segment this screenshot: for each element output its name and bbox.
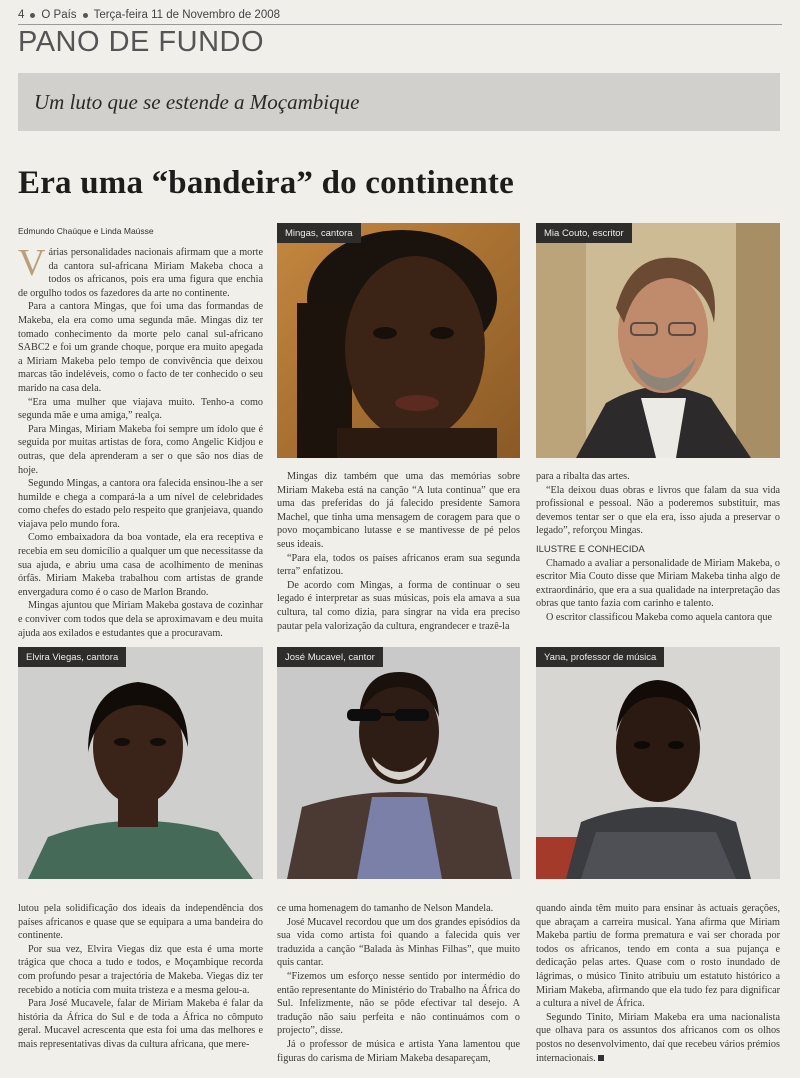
drop-cap: V xyxy=(18,242,46,284)
masthead xyxy=(18,6,782,24)
subheading: ILUSTRE E CONHECIDA xyxy=(536,543,645,555)
article-column-5 xyxy=(277,902,520,1065)
byline: Edmundo Chaúque e Linda Maússe xyxy=(18,226,154,236)
paragraph: O escritor classificou Makeba como aquela cantora que xyxy=(546,611,773,623)
paragraph: Para Mingas, Miriam Makeba foi sempre um ídolo que é seguida por muitas artistas de fora, como Angelic Kidjou e outras, que dela aprenderam a ser o que são nos dias de hoje. xyxy=(18,423,263,476)
photo-elvira-viegas xyxy=(18,647,263,879)
masthead-rule xyxy=(18,24,782,25)
bullet-icon xyxy=(30,13,35,18)
portrait-image xyxy=(277,223,520,458)
photo-caption: Yana, professor de música xyxy=(536,647,664,667)
newspaper-name: O País xyxy=(41,9,77,21)
end-of-article-mark xyxy=(598,1055,604,1061)
photo-mingas xyxy=(277,223,520,458)
paragraph: José Mucavel recordou que um dos grandes episódios da sua vida como artista foi quando a falecida quis ver traduzida a canção “Balada às Minhas Filhas”, que muito quis cantar. xyxy=(277,916,520,969)
paragraph: lutou pela solidificação dos ideais da independência dos países africanos e quase que se equipara a uma bandeira do continente. xyxy=(18,903,263,942)
paragraph: Mingas ajuntou que Miriam Makeba gostava de cozinhar e conviver com todos que dela se aproximavam e deu muita ajuda aos exilados e estudantes que a procuravam. xyxy=(18,600,263,639)
paragraph: De acordo com Mingas, a forma de continuar o seu legado é interpretar as suas músicas, pois ela amava a sua cultura, tal como dizia, para singrar na vida era preciso pautar pela valorização da cultura, engrandecer e trazê-la xyxy=(277,579,520,632)
article-column-6 xyxy=(536,902,780,1065)
page-number: 4 xyxy=(18,9,25,21)
paragraph: Por sua vez, Elvira Viegas diz que esta é uma morte trágica que choca a tudo e todos, e Moçambique recorda com profundo pesar a trajectória de Makeba. Viegas diz ter recebido a notícia com muita tristeza e a mesma gelou-a. xyxy=(18,943,263,996)
portrait-image xyxy=(277,647,520,879)
bullet-icon xyxy=(83,13,88,18)
article-column-2 xyxy=(277,470,520,633)
banner-text: Um luto que se estende a Moçambique xyxy=(34,89,360,114)
photo-caption: Mia Couto, escritor xyxy=(536,223,632,243)
portrait-image xyxy=(536,223,780,458)
paragraph: Como embaixadora da boa vontade, ela era receptiva e recebia em seu domicílio a qualquer um que necessitasse da sua ajuda, e abriu uma casa de acolhimento de meninas órfãs. Miriam Makeba trabalhou com artistas de grande envergadura como é o caso de Marlon Brando. xyxy=(18,532,263,598)
section-title: PANO DE FUNDO xyxy=(18,26,265,58)
paragraph: Mingas diz também que uma das memórias sobre Miriam Makeba está na canção “A luta continua” que era uma das preferidas do já falecido presidente Samora Machel, que tinha uma mensagem de coragem para que o povo moçambicano lutasse e se mantivesse de pé pelos seus ideais. xyxy=(277,471,520,550)
paragraph: Já o professor de música e artista Yana lamentou que figuras do carisma de Miriam Makeba desapareçam, xyxy=(277,1038,520,1064)
paragraph: ce uma homenagem do tamanho de Nelson Mandela. xyxy=(277,903,494,914)
paragraph: “Fizemos um esforço nesse sentido por intermédio do então representante do Ministério do Trabalho na África do Sul. Infelizmente, não se pôde efectivar tal desejo. A tradução não saiu perfeita e não continuámos com o projecto”, disse. xyxy=(277,970,520,1037)
photo-mia-couto xyxy=(536,223,780,458)
paragraph: Para a cantora Mingas, que foi uma das formandas de Makeba, ela era como uma segunda mãe. Mingas diz ter tomado conhecimento da morte pelo canal sul-africano SABC2 e foi um grande choque, porque era muito apegada a Miriam Makeba pelo tempo de convivência que deixou marcas tão indeléveis, como o facto de ter conhecido o seu marido na casa dela. xyxy=(18,301,263,394)
article-column-3 xyxy=(536,470,780,625)
paragraph: Segundo Mingas, a cantora ora falecida ensinou-lhe a ser humilde e chega a compará-la a um nível de celebridades como chefes do estado pelo respeito que granjeiava, quando viajava pelo mundo fora. xyxy=(18,478,263,530)
paragraph: para a ribalta das artes. xyxy=(536,471,630,482)
paragraph xyxy=(536,1011,780,1065)
paragraph-text: árias personalidades nacionais afirmam que a morte da cantora sul-africana Miriam Makeba choca a todos os africanos, pois era uma figura que enchia de orgulho todos os fazedores da arte no continente. xyxy=(18,247,263,299)
article-column-1 xyxy=(18,242,263,640)
paragraph: “Para ela, todos os países africanos eram sua segunda terra” enfatizou. xyxy=(277,552,520,578)
issue-date: Terça-feira 11 de Novembro de 2008 xyxy=(93,9,281,21)
paragraph: Para José Mucavele, falar de Miriam Makeba é falar da história da África do Sul e de toda a África no cômputo geral. Mucavel acrescenta que esta foi uma das melhores e mais representativas divas da cultura africana, que mere- xyxy=(18,998,263,1050)
article-column-4 xyxy=(18,902,263,1052)
portrait-image xyxy=(18,647,263,879)
photo-caption: Elvira Viegas, cantora xyxy=(18,647,126,667)
paragraph: “Ela deixou duas obras e livros que falam da sua vida profissional e pessoal. Não a poderemos substituir, mas devemos tentar ser o que ela era, isso ajuda a preservar o legado”, reforçou Mingas. xyxy=(536,484,780,537)
paragraph: “Era uma mulher que viajava muito. Tenho-a como segunda mãe e uma amiga,” realça. xyxy=(18,396,263,422)
banner xyxy=(18,73,780,131)
photo-yana xyxy=(536,647,780,879)
photo-caption: José Mucavel, cantor xyxy=(277,647,383,667)
paragraph-text: Segundo Tinito, Miriam Makeba era uma nacionalista que olhava para os assuntos dos africanos com os olhos postos no desenvolvimento, daí que recebeu vários prémios internacionais. xyxy=(536,1011,780,1064)
headline: Era uma “bandeira” do continente xyxy=(18,165,514,201)
portrait-image xyxy=(536,647,780,879)
paragraph: quando ainda têm muito para ensinar às actuais gerações, que abraçam a carreira musical. Yana afirma que Miriam Makeba partiu de forma prematura e vai ser chorada por todos os africanos, tendo em conta a sua pujança e dedicação pelas artes. Quase com o rosto inundado de lágrimas, o músico Tinito atribuiu um estatuto histórico a Miriam Makeba, afirmando que ela tudo fez para dignificar a cultura a nível de África. xyxy=(536,903,780,1010)
photo-jose-mucavel xyxy=(277,647,520,879)
photo-caption: Mingas, cantora xyxy=(277,223,361,243)
paragraph: Chamado a avaliar a personalidade de Miriam Makeba, o escritor Mia Couto disse que Miriam Makeba tinha algo de extraordinário, que era a sua qualidade na interpretação das obras que tanto fazia com carinho e talento. xyxy=(536,557,780,610)
paragraph xyxy=(18,242,263,300)
